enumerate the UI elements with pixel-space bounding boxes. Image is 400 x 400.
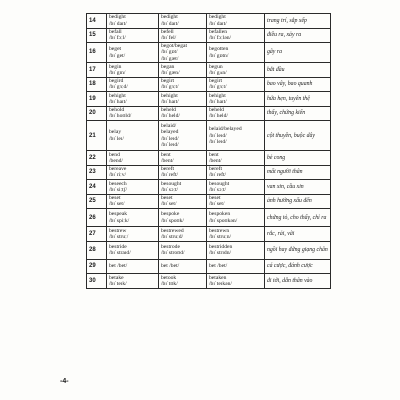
page-number: -4- — [60, 378, 69, 385]
meaning-cell: thấy, chứng kiến — [265, 106, 331, 121]
past-form-cell — [159, 274, 207, 289]
pronunciation: /bɪˈtʊk/ — [161, 280, 178, 287]
past-participle-cell — [207, 180, 265, 195]
meaning-cell: cột thuyền, buộc dây — [265, 121, 331, 151]
pronunciation: /bɪˈstruːd/ — [161, 233, 184, 240]
table-row — [87, 209, 331, 227]
verb-form: begin — [109, 63, 122, 70]
past-form-cell — [159, 77, 207, 92]
pronunciation: /bɪˈreft/ — [209, 172, 227, 179]
verb-form: bet /bet/ — [161, 263, 180, 270]
verb-form: bestrew — [109, 227, 127, 234]
table-row — [87, 106, 331, 121]
verb-form: begot/begat — [161, 43, 188, 49]
pronunciation: /bɪˈleɪd/ — [209, 132, 227, 139]
base-form-cell — [107, 43, 159, 63]
pronunciation: /bent/ — [161, 157, 174, 164]
base-form-cell — [107, 241, 159, 259]
pronunciation: /bɪˈleɪd/ — [161, 142, 179, 149]
row-number: 16 — [87, 43, 107, 63]
pronunciation: /bɪˈgɜːd/ — [109, 84, 128, 91]
row-number: 23 — [87, 165, 107, 180]
pronunciation: /bɪˈhaɪt/ — [209, 98, 227, 105]
base-form-cell — [107, 121, 159, 151]
verb-form: bent — [209, 151, 219, 158]
base-form-cell — [107, 165, 159, 180]
pronunciation: /bɪˈstrɪdn/ — [209, 250, 232, 257]
pronunciation: /bɪˈreft/ — [161, 172, 179, 179]
pronunciation: /bɪˈset/ — [209, 201, 225, 208]
meaning-cell: đi tới, dẫn thân vào — [265, 274, 331, 289]
verb-form: beset — [161, 195, 173, 202]
base-form-cell — [107, 77, 159, 92]
past-participle-cell — [207, 194, 265, 209]
table-row — [87, 14, 331, 29]
pronunciation: /bɪˈfel/ — [161, 35, 177, 42]
table-row — [87, 227, 331, 242]
table-row — [87, 121, 331, 151]
verb-form: begotten — [209, 46, 229, 53]
past-participle-cell — [207, 77, 265, 92]
pronunciation: /bɪˈgæn/ — [161, 69, 180, 76]
table-row — [87, 241, 331, 259]
past-form-cell — [159, 227, 207, 242]
meaning-cell: mất người thân — [265, 165, 331, 180]
pronunciation: /bɪˈgɜːt/ — [209, 84, 227, 91]
table-row — [87, 194, 331, 209]
table-body — [87, 14, 331, 289]
past-form-cell — [159, 92, 207, 107]
verb-form: beheld — [161, 107, 176, 114]
row-number: 29 — [87, 259, 107, 274]
pronunciation: /bɪˈgæt/ — [161, 55, 179, 62]
pronunciation: /bɪˈset/ — [161, 201, 177, 208]
pronunciation: /bɪˈstruːn/ — [209, 233, 232, 240]
past-form-cell — [159, 259, 207, 274]
pronunciation: /bɪˈspiːk/ — [109, 217, 130, 224]
verb-form: betook — [161, 274, 177, 281]
row-number: 30 — [87, 274, 107, 289]
pronunciation: /bɪˈdaɪt/ — [161, 20, 179, 27]
verb-form: belaid/belayed — [209, 126, 242, 133]
meaning-cell: trang trí, sắp xếp — [265, 14, 331, 29]
pronunciation: /bɪˈleɪd/ — [161, 135, 179, 142]
pronunciation: /bɪˈgɜːt/ — [161, 84, 179, 91]
table-row — [87, 180, 331, 195]
past-form-cell — [159, 106, 207, 121]
pronunciation: /bɪˈsɔːt/ — [209, 186, 227, 193]
past-participle-cell — [207, 165, 265, 180]
past-participle-cell — [207, 274, 265, 289]
verb-form: bereave — [109, 166, 127, 173]
row-number: 24 — [87, 180, 107, 195]
past-form-cell — [159, 14, 207, 29]
pronunciation: /bɪˈteɪk/ — [109, 280, 127, 287]
verb-form: begirt — [161, 78, 175, 85]
verb-form: betake — [109, 274, 124, 281]
pronunciation: /bɪˈdaɪt/ — [209, 20, 227, 27]
row-number: 27 — [87, 227, 107, 242]
verb-form: bestrewn — [209, 227, 230, 234]
meaning-cell: bao vây, bao quanh — [265, 77, 331, 92]
table-row — [87, 274, 331, 289]
pronunciation: /bɪˈgɒt/ — [161, 49, 178, 56]
verb-form: beset — [209, 195, 221, 202]
pronunciation: /bɪˈriːv/ — [109, 172, 127, 179]
past-participle-cell — [207, 241, 265, 259]
past-form-cell — [159, 28, 207, 43]
pronunciation: /bɪˈget/ — [109, 52, 126, 59]
pronunciation: /bend/ — [109, 157, 123, 164]
past-form-cell — [159, 241, 207, 259]
base-form-cell — [107, 106, 159, 121]
pronunciation: /bɪˈsiːtʃ/ — [109, 186, 128, 193]
table-row — [87, 28, 331, 43]
verb-form: begird — [109, 78, 124, 85]
table-row — [87, 151, 331, 166]
verb-form: begun — [209, 63, 223, 70]
verb-form: betaken — [209, 274, 227, 281]
meaning-cell: điều ra, xảy ra — [265, 28, 331, 43]
pronunciation: /bɪˈgʌn/ — [209, 69, 227, 76]
verb-form: behight — [109, 92, 126, 99]
base-form-cell — [107, 194, 159, 209]
meaning-cell: van xin, cầu xin — [265, 180, 331, 195]
base-form-cell — [107, 28, 159, 43]
base-form-cell — [107, 209, 159, 227]
verb-form: behight — [209, 92, 226, 99]
verb-form: beseech — [109, 180, 127, 187]
verb-form: belaid/ — [161, 122, 177, 129]
verb-form: bestridden — [209, 243, 233, 250]
table-row — [87, 77, 331, 92]
past-participle-cell — [207, 227, 265, 242]
meaning-cell: bẻ cong — [265, 151, 331, 166]
row-number: 22 — [87, 151, 107, 166]
meaning-cell: gây ra — [265, 43, 331, 63]
base-form-cell — [107, 92, 159, 107]
verb-form: bet /bet/ — [209, 263, 228, 270]
row-number: 15 — [87, 28, 107, 43]
base-form-cell — [107, 180, 159, 195]
row-number: 14 — [87, 14, 107, 29]
table-row — [87, 165, 331, 180]
irregular-verbs-table — [86, 13, 331, 289]
verb-form: bent — [161, 151, 171, 158]
meaning-cell: ngồi hay đứng giạng chân — [265, 241, 331, 259]
verb-form: bereft — [209, 166, 223, 173]
past-participle-cell — [207, 151, 265, 166]
verb-form: behold — [109, 107, 125, 114]
pronunciation: /bent/ — [209, 157, 222, 164]
row-number: 25 — [87, 194, 107, 209]
verb-form: besought — [161, 180, 182, 187]
verb-form: bereft — [161, 166, 175, 173]
row-number: 21 — [87, 121, 107, 151]
base-form-cell — [107, 274, 159, 289]
table-row — [87, 259, 331, 274]
base-form-cell — [107, 227, 159, 242]
row-number: 17 — [87, 63, 107, 78]
verb-form: bedight — [109, 14, 126, 21]
meaning-cell: ảnh hưởng xấu đến — [265, 194, 331, 209]
past-form-cell — [159, 180, 207, 195]
verb-form: bespoken — [209, 211, 231, 218]
past-form-cell — [159, 165, 207, 180]
past-participle-cell — [207, 259, 265, 274]
verb-form: bedight — [209, 14, 226, 21]
verb-form: besought — [209, 180, 230, 187]
pronunciation: /bɪˈhoʊld/ — [109, 113, 132, 120]
past-participle-cell — [207, 209, 265, 227]
meaning-cell: rắc, rải, vãi — [265, 227, 331, 242]
verb-form: belay — [109, 129, 122, 136]
verb-form: bend — [109, 151, 120, 158]
row-number: 20 — [87, 106, 107, 121]
table-row — [87, 43, 331, 63]
verb-form: began — [161, 63, 175, 70]
pronunciation: /bɪˈset/ — [109, 201, 125, 208]
table-row — [87, 92, 331, 107]
past-participle-cell — [207, 14, 265, 29]
verb-form: bespoke — [161, 211, 180, 218]
meaning-cell: cá cược, đánh cược — [265, 259, 331, 274]
pronunciation: belayed — [161, 129, 179, 136]
verb-form: bespeak — [109, 211, 128, 218]
verb-form: beheld — [209, 107, 224, 114]
verb-form: befell — [161, 28, 174, 35]
past-participle-cell — [207, 28, 265, 43]
past-participle-cell — [207, 43, 265, 63]
pronunciation: /bɪˈsɔːt/ — [161, 186, 179, 193]
base-form-cell — [107, 151, 159, 166]
base-form-cell — [107, 14, 159, 29]
pronunciation: /bɪˈheld/ — [161, 113, 180, 120]
verb-form: bestride — [109, 243, 127, 250]
pronunciation: /bɪˈhaɪt/ — [161, 98, 179, 105]
past-form-cell — [159, 43, 207, 63]
row-number: 26 — [87, 209, 107, 227]
past-participle-cell — [207, 106, 265, 121]
pronunciation: /bɪˈhaɪt/ — [109, 98, 127, 105]
meaning-cell: bắt đầu — [265, 63, 331, 78]
past-participle-cell — [207, 121, 265, 151]
pronunciation: /bɪˈheld/ — [209, 113, 228, 120]
verb-form: beget — [109, 46, 122, 53]
past-form-cell — [159, 194, 207, 209]
pronunciation: /bɪˈstraɪd/ — [109, 250, 131, 257]
past-form-cell — [159, 63, 207, 78]
row-number: 19 — [87, 92, 107, 107]
pronunciation: /bɪˈteɪkən/ — [209, 280, 232, 287]
past-form-cell — [159, 209, 207, 227]
meaning-cell: hứa hẹn, tuyên thệ — [265, 92, 331, 107]
verb-form: bet /bet/ — [109, 263, 128, 270]
pronunciation: /bɪˈgɒtn/ — [209, 52, 229, 59]
pronunciation: /bɪˈspoʊk/ — [161, 217, 184, 224]
base-form-cell — [107, 259, 159, 274]
past-participle-cell — [207, 92, 265, 107]
pronunciation: /bɪˈgɪn/ — [109, 69, 126, 76]
row-number: 28 — [87, 241, 107, 259]
pronunciation: /bɪˈstroʊd/ — [161, 250, 185, 257]
meaning-cell: chứng tỏ, cho thấy, chỉ ra — [265, 209, 331, 227]
verb-form: begirt — [209, 78, 223, 85]
pronunciation: /bɪˈleɪ/ — [109, 135, 124, 142]
past-participle-cell — [207, 63, 265, 78]
pronunciation: /bɪˈstruː/ — [109, 233, 129, 240]
row-number: 18 — [87, 77, 107, 92]
verb-form: bestrode — [161, 243, 180, 250]
pronunciation: /bɪˈfɔːlən/ — [209, 35, 232, 42]
table-row — [87, 63, 331, 78]
verb-form: behight — [161, 92, 178, 99]
verb-form: befallen — [209, 28, 228, 35]
past-form-cell — [159, 121, 207, 151]
pronunciation: /bɪˈdaɪt/ — [109, 20, 127, 27]
verb-form: beset — [109, 195, 121, 202]
pronunciation: /bɪˈleɪd/ — [209, 138, 227, 145]
pronunciation: /bɪˈspoʊkən/ — [209, 217, 238, 224]
pronunciation: /bɪˈfɔːl/ — [109, 35, 126, 42]
verb-form: befall — [109, 28, 122, 35]
base-form-cell — [107, 63, 159, 78]
verb-form: bestrewed — [161, 227, 184, 234]
verb-form: bedight — [161, 14, 178, 21]
past-form-cell — [159, 151, 207, 166]
